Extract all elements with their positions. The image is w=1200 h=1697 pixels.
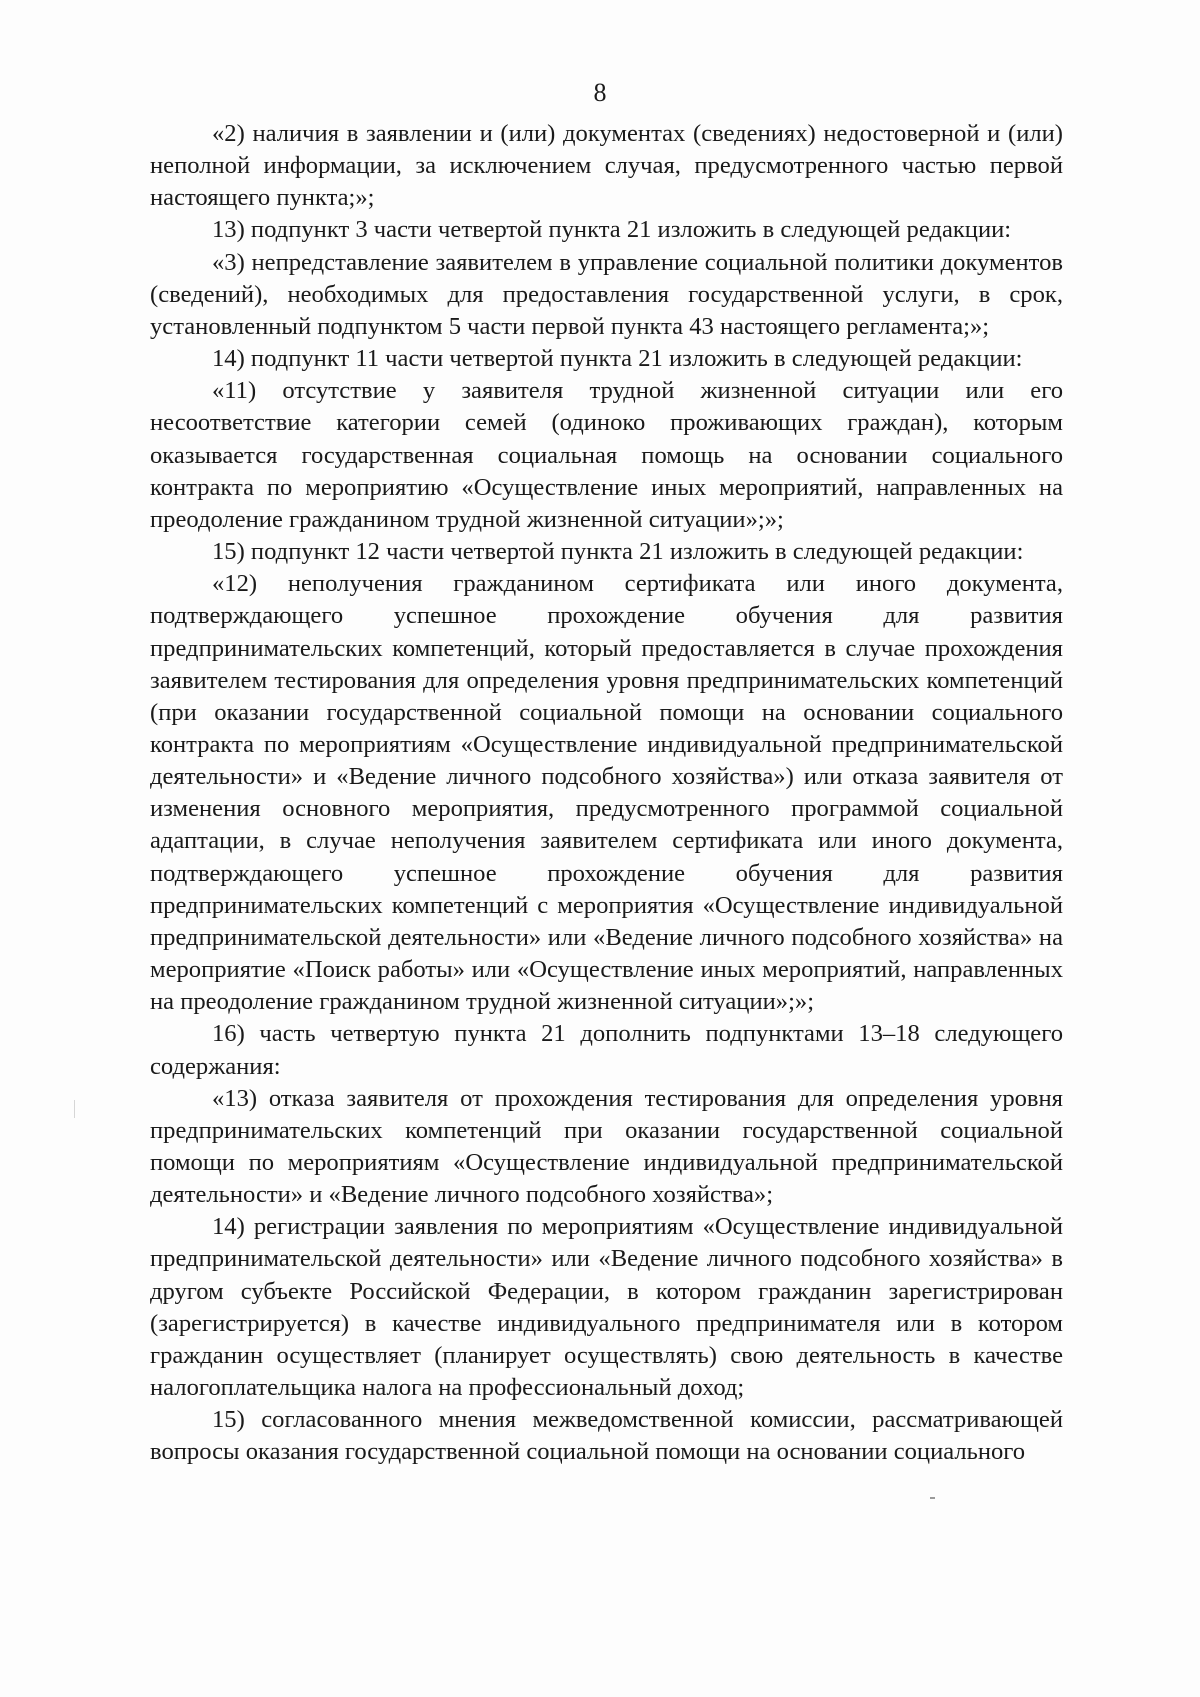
scan-margin-mark	[74, 1100, 75, 1118]
paragraph-amendment-15: 15) согласованного мнения межведомственной комиссии, рассматривающей вопросы оказания государственной социальной помощи на основании социального	[150, 1406, 1063, 1466]
document-body	[150, 118, 1063, 1469]
paragraph-amendment-2: «2) наличия в заявлении и (или) документах (сведениях) недостоверной и (или) неполной информации, за исключением случая, предусмотренного частью первой настоящего пункта;»;	[150, 120, 1063, 212]
paragraph-amendment-13: «13) отказа заявителя от прохождения тестирования для определения уровня предпринимательских компетенций при оказании государственной социальной помощи по мероприятиям «Осуществление индивидуальной предпринимательской деятельности» и «Ведение личного подсобного хозяйства»;	[150, 1084, 1063, 1209]
paragraph-amendment-14: 14) регистрации заявления по мероприятиям «Осуществление индивидуальной предпринимательской деятельности» или «Ведение личного подсобного хозяйства» в другом субъекте Российской Федерации, в котором гражданин зарегистрирован (зарегистрируется) в качестве индивидуального предпринимателя или в котором гражданин осуществляет (планирует осуществлять) свою деятельность в качестве налогоплательщика налога на профессиональный доход;	[150, 1213, 1063, 1402]
paragraph-amendment-12: «12) неполучения гражданином сертификата или иного документа, подтверждающего успешное прохождение обучения для развития предпринимательских компетенций, который предоставляется в случае прохождения заявителем тестирования для определения уровня предпринимательских компетенций (при оказании государственной социальной помощи на основании социального контракта по мероприятиям «Осуществление индивидуальной предпринимательской деятельности» и «Ведение личного подсобного хозяйства») или отказа заявителя от изменения основного мероприятия, предусмотренного программой социальной адаптации, в случае неполучения заявителем сертификата или иного документа, подтверждающего успешное прохождение обучения для развития предпринимательских компетенций с мероприятия «Осуществление индивидуальной предпринимательской деятельности» или «Ведение личного подсобного хозяйства» на мероприятие «Поиск работы» или «Осуществление иных мероприятий, направленных на преодоление гражданином трудной жизненной ситуации»;»;	[150, 570, 1063, 1016]
paragraph-amendment-11: «11) отсутствие у заявителя трудной жизненной ситуации или его несоответствие категории семей (одиноко проживающих граждан), которым оказывается государственная социальная помощь на основании социального контракта по мероприятию «Осуществление иных мероприятий, направленных на преодоление гражданином трудной жизненной ситуации»;»;	[150, 377, 1063, 533]
page-number: 8	[593, 78, 607, 107]
paragraph-item-16: 16) часть четвертую пункта 21 дополнить подпунктами 13–18 следующего содержания:	[150, 1020, 1063, 1080]
paragraph-item-15: 15) подпункт 12 части четвертой пункта 21 изложить в следующей редакции:	[212, 538, 1024, 566]
paragraph-amendment-3: «3) непредставление заявителем в управление социальной политики документов (сведений), необходимых для предоставления государственной услуги, в срок, установленный подпунктом 5 части первой пункта 43 настоящего регламента;»;	[150, 248, 1063, 340]
paragraph-item-14: 14) подпункт 11 части четвертой пункта 21 изложить в следующей редакции:	[212, 345, 1023, 373]
scan-speck	[930, 1497, 935, 1499]
paragraph-item-13: 13) подпункт 3 части четвертой пункта 21 изложить в следующей редакции:	[212, 216, 1012, 244]
